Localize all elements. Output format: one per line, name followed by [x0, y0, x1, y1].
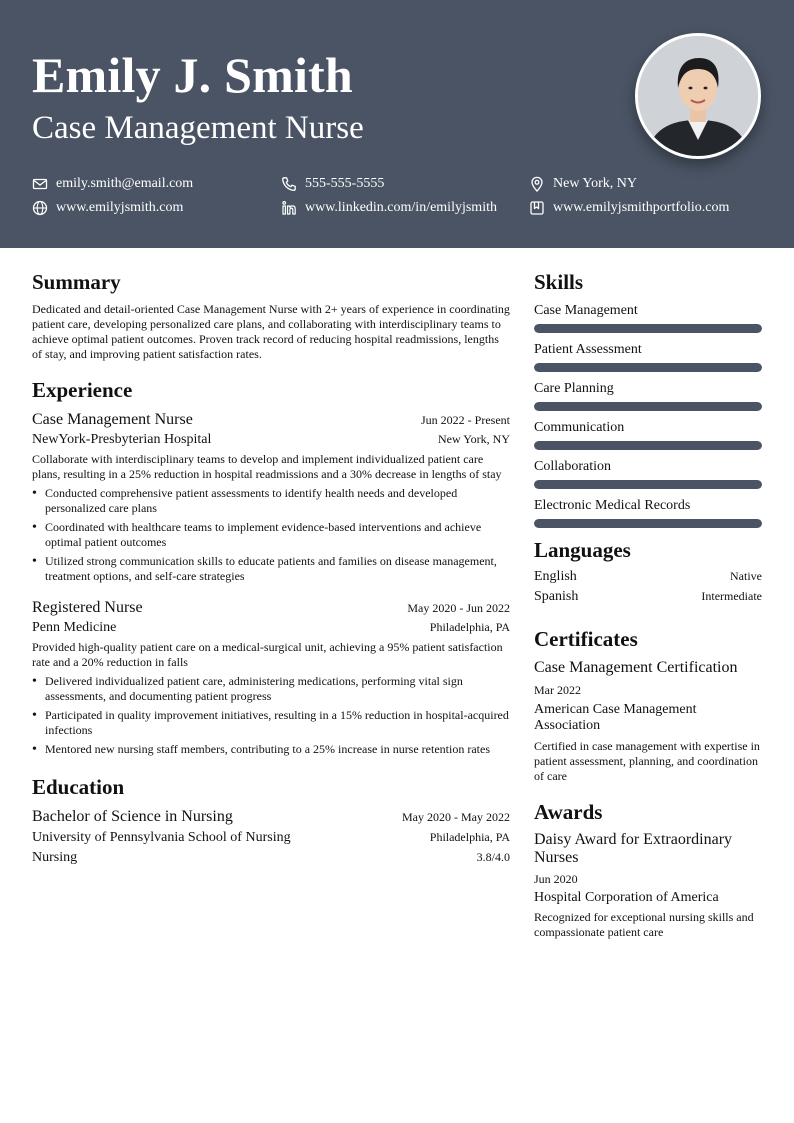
contact-location-text: New York, NY [553, 176, 638, 191]
contact-phone[interactable] [281, 175, 384, 193]
language-name: English [534, 569, 577, 584]
achievement-item: • Utilized strong communication skills to educate patients and families on disease management, treatment options, and self-care strategies [32, 554, 510, 584]
header-band [0, 0, 794, 248]
experience-employer-row [32, 431, 510, 449]
contact-portfolio[interactable] [529, 199, 729, 217]
skill-level-bar [534, 519, 762, 528]
skill-item [534, 302, 762, 333]
experience-entry [32, 410, 510, 584]
globe-icon [32, 200, 48, 216]
experience-section [32, 376, 510, 757]
award-entry [534, 831, 762, 940]
achievement-item: • Delivered individualized patient care, administering medications, performing vital sign assessments, and documenting patient progress [32, 674, 510, 704]
skill-name: Electronic Medical Records [534, 498, 691, 513]
field-of-study: Nursing [32, 850, 78, 865]
contact-website[interactable] [32, 199, 183, 217]
awards-heading: Awards [534, 800, 603, 824]
achievement-item: • Coordinated with healthcare teams to implement evidence-based interventions and achieve optimal patient outcomes [32, 520, 510, 550]
certificate-description: Certified in case management with expertise in patient assessment, planning, and coordination of care [534, 739, 760, 783]
languages-heading: Languages [534, 538, 631, 562]
language-level: Native [730, 569, 762, 583]
gpa-value: 3.8/4.0 [476, 850, 510, 864]
certificates-section [534, 625, 762, 784]
language-item [534, 569, 762, 589]
employer-location: New York, NY [437, 432, 510, 446]
language-level: Intermediate [701, 589, 762, 603]
position-dates: May 2020 - Jun 2022 [407, 601, 510, 615]
certificate-date: Mar 2022 [534, 683, 581, 697]
skill-level-bar [534, 324, 762, 333]
skill-name: Collaboration [534, 459, 611, 474]
awards-section [534, 798, 762, 940]
contact-linkedin-text[interactable]: www.linkedin.com/in/emilyjsmith [305, 200, 497, 215]
education-heading: Education [32, 775, 125, 799]
skills-heading: Skills [534, 270, 584, 294]
skill-item [534, 458, 762, 489]
mail-icon [32, 176, 48, 192]
position-dates: Jun 2022 - Present [421, 413, 510, 427]
skill-level-fill [534, 519, 762, 528]
summary-text: Dedicated and detail-oriented Case Management Nurse with 2+ years of experience in coordinating patient care, developing personalized care plans, and collaborating with interdisciplinary teams to achieve optimal patient outcomes. Proven track record of reducing hospital readmissions, lengths of stay, and improving patient satisfaction rates. [32, 302, 510, 361]
degree-title: Bachelor of Science in Nursing [32, 808, 233, 825]
skill-item [534, 380, 762, 411]
skill-level-bar [534, 480, 762, 489]
skill-level-fill [534, 363, 762, 372]
avatar-portrait-icon [638, 36, 758, 156]
skill-level-fill [534, 441, 762, 450]
candidate-name: Emily J. Smith [32, 47, 353, 103]
employer-name: Penn Medicine [32, 620, 117, 635]
skill-name: Communication [534, 420, 625, 435]
skill-list [534, 302, 762, 528]
contact-location [529, 175, 637, 193]
position-description: Provided high-quality patient care on a medical-surgical unit, achieving a 95% patient satisfaction rate and a 20% reduction in falls [32, 640, 503, 669]
skill-level-bar [534, 402, 762, 411]
summary-section [32, 268, 510, 362]
skills-section [534, 268, 762, 528]
skill-level-fill [534, 324, 762, 333]
position-title: Case Management Nurse [32, 411, 193, 428]
contact-portfolio-text[interactable]: www.emilyjsmithportfolio.com [553, 200, 730, 215]
contact-linkedin[interactable] [281, 199, 497, 217]
school-name: University of Pennsylvania School of Nursing [32, 830, 291, 845]
position-description: Collaborate with interdisciplinary teams to develop and implement individualized patient care plans, resulting in a 25% reduction in hospital readmissions and a 30% decrease in lengths of stay [32, 452, 502, 481]
award-date: Jun 2020 [534, 872, 578, 886]
school-location: Philadelphia, PA [429, 830, 510, 844]
profile-photo [635, 33, 761, 159]
languages-section [534, 536, 762, 609]
language-name: Spanish [534, 589, 579, 604]
award-title: Daisy Award for Extraordinary Nurses [534, 831, 733, 866]
education-dates: May 2020 - May 2022 [402, 810, 510, 824]
summary-heading: Summary [32, 270, 121, 294]
linkedin-icon [281, 200, 297, 216]
certificate-entry [534, 658, 762, 784]
experience-title-row [32, 410, 510, 430]
experience-title-row [32, 598, 510, 618]
location-icon [529, 176, 545, 192]
skill-name: Care Planning [534, 381, 614, 396]
job-title: Case Management Nurse [32, 110, 364, 146]
employer-name: NewYork-Presbyterian Hospital [32, 432, 212, 447]
achievement-list [32, 486, 510, 584]
skill-item [534, 419, 762, 450]
achievement-item: • Conducted comprehensive patient assessments to identify health needs and developed personalized care plans [32, 486, 510, 516]
award-description: Recognized for exceptional nursing skills and compassionate patient care [534, 910, 754, 939]
contact-phone-text[interactable]: 555-555-5555 [305, 176, 385, 191]
skill-level-bar [534, 441, 762, 450]
education-degree-row [32, 807, 510, 827]
certificate-title: Case Management Certification [534, 659, 738, 676]
achievement-item: • Mentored new nursing staff members, contributing to a 25% increase in nurse retention rates [32, 742, 510, 757]
main-column [32, 268, 510, 868]
education-field-row [32, 848, 510, 868]
contact-email[interactable] [32, 175, 193, 193]
achievement-item: • Participated in quality improvement initiatives, resulting in a 15% reduction in hospital-acquired infections [32, 708, 510, 738]
experience-heading: Experience [32, 378, 133, 402]
skill-item [534, 341, 762, 372]
language-item [534, 589, 762, 609]
language-list [534, 569, 762, 609]
phone-icon [281, 176, 297, 192]
skill-level-fill [534, 402, 762, 411]
certificates-heading: Certificates [534, 627, 638, 651]
award-issuer: Hospital Corporation of America [534, 890, 719, 905]
education-section [32, 773, 510, 868]
achievement-list [32, 674, 510, 757]
contact-website-text[interactable]: www.emilyjsmith.com [56, 200, 184, 215]
certificate-issuer: American Case Management Association [534, 702, 697, 733]
education-school-row [32, 828, 510, 848]
skill-level-bar [534, 363, 762, 372]
experience-entry [32, 598, 510, 757]
position-title: Registered Nurse [32, 599, 143, 616]
employer-location: Philadelphia, PA [429, 620, 510, 634]
experience-employer-row [32, 619, 510, 637]
portfolio-icon [529, 200, 545, 216]
skill-name: Patient Assessment [534, 342, 642, 357]
sidebar-column [534, 268, 762, 940]
skill-item [534, 497, 762, 528]
skill-level-fill [534, 480, 762, 489]
skill-name: Case Management [534, 303, 638, 318]
contact-email-text[interactable]: emily.smith@email.com [56, 176, 194, 191]
